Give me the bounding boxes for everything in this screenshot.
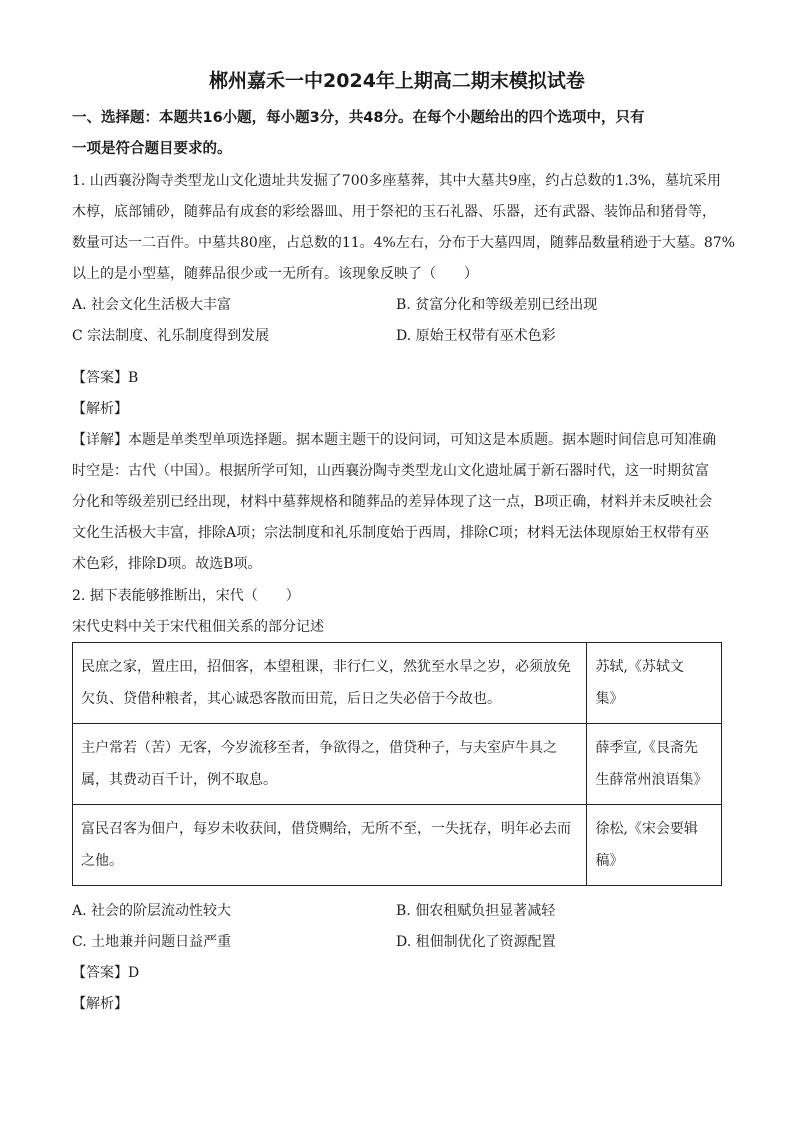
q1-stem-line: 数量可达一二百件。中墓共80座，占总数的11。4%左右，分布于大墓四周，随葬品数量稍逊于大墓。87% [72, 235, 735, 251]
q1-option-a: A. 社会文化生活极大丰富 [72, 297, 232, 313]
table-cell-source: 薛季宣,《艮斋先 生薛常州浪语集》 [587, 724, 722, 805]
q2-option-a: A. 社会的阶层流动性较大 [72, 903, 232, 919]
answer-label: 【答案】 [72, 965, 128, 981]
q2-option-c: C. 土地兼并问题日益严重 [72, 934, 232, 950]
table-cell-quote: 民庶之家，置庄田，招佃客，本望租课，非行仁义，然犹至水旱之岁，必须放免 欠负、贷借种粮者，其心诚恐客散而田荒，后日之失必倍于今故也。 [73, 643, 587, 724]
q1-stem-line: 以上的是小型墓，随葬品很少或一无所有。该现象反映了（ ） [72, 266, 478, 282]
q2-answer [72, 963, 732, 983]
q2-option-d: D. 租佃制优化了资源配置 [396, 934, 556, 950]
table-cell-source: 徐松,《宋会要辑 稿》 [587, 805, 722, 886]
answer-value: D [128, 965, 140, 981]
q2-option-b: B. 佃农租赋负担显著减轻 [396, 903, 556, 919]
q2-stem: 2. 据下表能够推断出，宋代（ ） [72, 588, 300, 604]
page-title: 郴州嘉禾一中2024年上期高二期末模拟试卷 [209, 70, 585, 92]
q1-detail-line: 时空是：古代（中国）。根据所学可知，山西襄汾陶寺类型龙山文化遗址属于新石器时代，这一时期贫富 [72, 463, 709, 479]
q2-table-caption: 宋代史料中关于宋代租佃关系的部分记述 [72, 619, 324, 635]
q1-detail-line: 分化和等级差别已经出现，材料中墓葬规格和随葬品的差异体现了这一点，B项正确，材料并未反映社会 [72, 494, 713, 510]
q2-analysis-label: 【解析】 [72, 996, 128, 1012]
table-cell-quote: 富民召客为佃户，每岁未收获间，借贷赒给，无所不至，一失抚存，明年必去而 之他。 [73, 805, 587, 886]
table-row [73, 724, 722, 805]
table-row [73, 643, 722, 724]
q1-analysis-label: 【解析】 [72, 401, 128, 417]
answer-label: 【答案】 [72, 370, 128, 386]
table-cell-source: 苏轼,《苏轼文 集》 [587, 643, 722, 724]
q1-answer [72, 368, 732, 388]
q1-stem-line: 木椁，底部铺砂，随葬品有成套的彩绘器皿、用于祭祀的玉石礼器、乐器，还有武器、装饰品和猪骨等， [72, 204, 716, 220]
source-table [72, 642, 722, 886]
q1-option-c: C 宗法制度、礼乐制度得到发展 [72, 328, 270, 344]
table-row [73, 805, 722, 886]
section-instructions-line1: 一、选择题：本题共16小题，每小题3分，共48分。在每个小题给出的四个选项中，只有 [72, 110, 645, 126]
q1-option-d: D. 原始王权带有巫术色彩 [396, 328, 556, 344]
answer-value: B [128, 370, 139, 386]
q1-detail-line: 【详解】本题是单类型单项选择题。据本题主题干的设问词，可知这是本质题。据本题时间信息可知准确 [72, 432, 716, 448]
section-instructions-line2: 一项是符合题目要求的。 [72, 141, 232, 157]
q1-detail-line: 文化生活极大丰富，排除A项；宗法制度和礼乐制度始于西周，排除C项；材料无法体现原始王权带有巫 [72, 525, 709, 541]
table-cell-quote: 主户常若（苦）无客，今岁流移至者，争欲得之，借贷种子，与夫室庐牛具之 属，其费动百千计，例不取息。 [73, 724, 587, 805]
q1-stem-line: 1. 山西襄汾陶寺类型龙山文化遗址共发掘了700多座墓葬，其中大墓共9座，约占总数的1.3%，墓坑采用 [72, 173, 722, 189]
q1-option-b: B. 贫富分化和等级差别已经出现 [396, 297, 598, 313]
q1-detail-line: 术色彩，排除D项。故选B项。 [72, 556, 262, 572]
